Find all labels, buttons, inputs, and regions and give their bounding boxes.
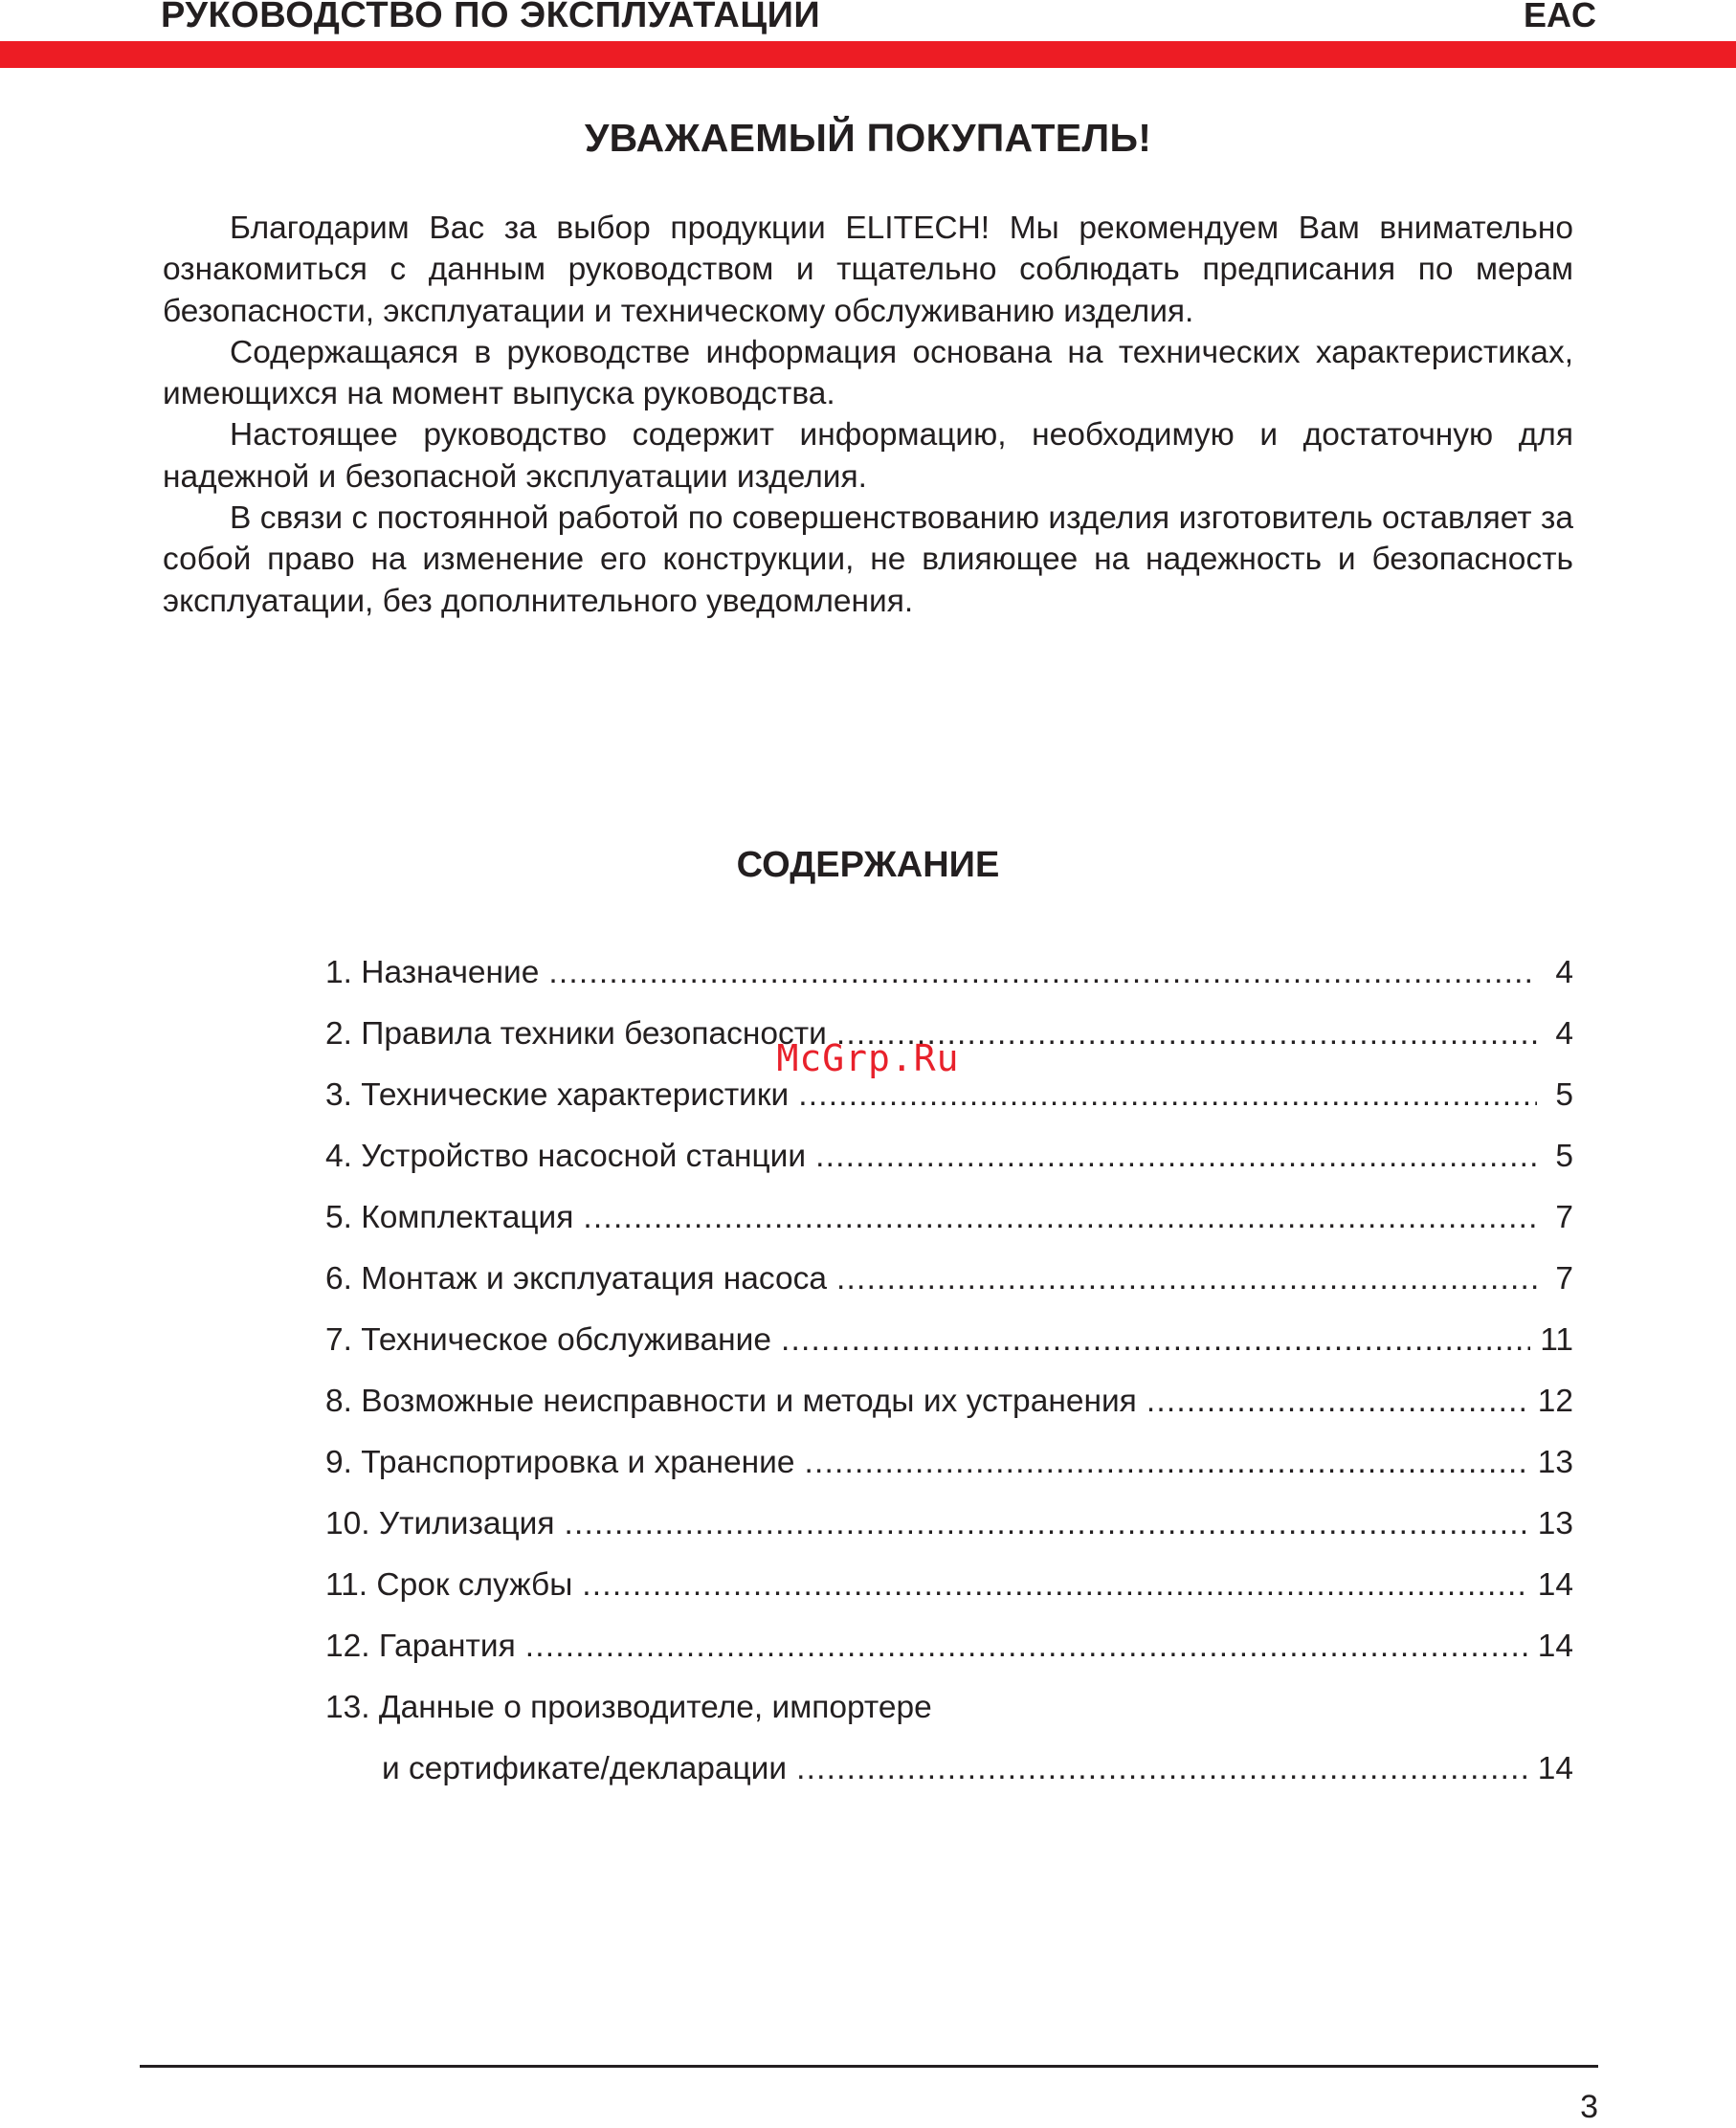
intro-paragraph: В связи с постоянной работой по совершенствованию изделия изготовитель оставляет за собой право на изменение его конструкции, не влияющее на надежность и безопасность эксплуатации, без дополнительного уведомления. (163, 500, 1573, 619)
intro-paragraph: Содержащаяся в руководстве информация основана на технических характеристиках, имеющихся на момент выпуска руководства. (163, 334, 1573, 412)
toc-item-page: 13 (1537, 1445, 1573, 1480)
toc-item-label: 9. Транспортировка и хранение (325, 1445, 795, 1480)
greeting-heading: УВАЖАЕМЫЙ ПОКУПАТЕЛЬ! (584, 116, 1152, 160)
toc-item-page: 12 (1537, 1384, 1573, 1419)
toc-item-page: 5 (1555, 1139, 1573, 1174)
toc-item-page: 14 (1537, 1629, 1573, 1664)
toc-item-page: 11 (1540, 1322, 1573, 1358)
toc-item-label: и сертификате/декларации (382, 1751, 788, 1786)
toc-leader-dots (836, 1256, 1537, 1302)
toc-item-label: 11. Срок службы (325, 1567, 573, 1603)
page-number: 3 (1580, 2089, 1598, 2125)
toc-item-label: 10. Утилизация (325, 1506, 555, 1541)
intro-paragraph: Благодарим Вас за выбор продукции ELITECH! Мы рекомендуем Вам внимательно ознакомиться с данным руководством и тщательно соблюдать предписания по мерам безопасности, эксплуатации и техническому обслуживанию изделия. (163, 211, 1573, 329)
toc-item-installation[interactable] (325, 1256, 1573, 1318)
toc-item-disposal[interactable] (325, 1501, 1573, 1563)
toc-item-warranty[interactable] (325, 1624, 1573, 1685)
toc-item-maintenance[interactable] (325, 1318, 1573, 1379)
toc-item-page: 7 (1555, 1261, 1573, 1297)
eac-mark: EAC (1523, 0, 1596, 34)
toc-item-pump-station-design[interactable] (325, 1134, 1573, 1195)
toc-leader-dots (796, 1746, 1528, 1792)
toc-item-label: 4. Устройство насосной станции (325, 1139, 807, 1174)
toc-leader-dots (582, 1563, 1527, 1608)
toc-item-label: 2. Правила техники безопасности (325, 1016, 827, 1052)
toc-item-label: 1. Назначение (325, 955, 540, 990)
toc-leader-dots (583, 1195, 1537, 1241)
toc-item-service-life[interactable] (325, 1563, 1573, 1624)
toc-leader-dots (525, 1624, 1528, 1670)
toc-item-label: 8. Возможные неисправности и методы их устранения (325, 1384, 1137, 1419)
toc-leader-dots (815, 1134, 1537, 1180)
footer-divider (140, 2065, 1598, 2068)
toc-item-manufacturer-data-continued[interactable] (325, 1746, 1573, 1807)
toc-item-label: 3. Технические характеристики (325, 1077, 790, 1113)
toc-item-page: 7 (1555, 1200, 1573, 1235)
toc-item-specifications[interactable] (325, 1073, 1573, 1134)
intro-paragraph: Настоящее руководство содержит информацию, необходимую и достаточную для надежной и безопасной эксплуатации изделия. (163, 417, 1573, 495)
intro-text (163, 208, 1573, 622)
toc-leader-dots (781, 1318, 1530, 1363)
toc-item-purpose[interactable] (325, 950, 1573, 1011)
toc-item-package-contents[interactable] (325, 1195, 1573, 1256)
toc-item-page: 13 (1537, 1506, 1573, 1541)
contents-heading: СОДЕРЖАНИЕ (736, 845, 1000, 885)
toc-item-label: 5. Комплектация (325, 1200, 574, 1235)
toc-leader-dots (804, 1440, 1527, 1486)
toc-item-label: 6. Монтаж и эксплуатация насоса (325, 1261, 828, 1297)
toc-item-page: 4 (1555, 1016, 1573, 1052)
document-header-title: РУКОВОДСТВО ПО ЭКСПЛУАТАЦИИ (161, 0, 821, 35)
toc-item-label: 12. Гарантия (325, 1629, 516, 1664)
toc-item-page: 14 (1537, 1751, 1573, 1786)
toc-item-page: 14 (1537, 1567, 1573, 1603)
watermark-text: McGrp.Ru (776, 1037, 960, 1079)
toc-item-page: 4 (1555, 955, 1573, 990)
toc-item-label: 7. Техническое обслуживание (325, 1322, 772, 1358)
toc-item-troubleshooting[interactable] (325, 1379, 1573, 1440)
toc-leader-dots (548, 950, 1537, 996)
toc-item-page: 5 (1555, 1077, 1573, 1113)
toc-leader-dots (1146, 1379, 1528, 1425)
toc-leader-dots (565, 1501, 1528, 1547)
toc-item-manufacturer-data[interactable] (325, 1685, 1573, 1746)
toc-item-label: 13. Данные о производителе, импортере (325, 1690, 932, 1725)
header-red-band (0, 41, 1736, 68)
toc-item-transport-storage[interactable] (325, 1440, 1573, 1501)
